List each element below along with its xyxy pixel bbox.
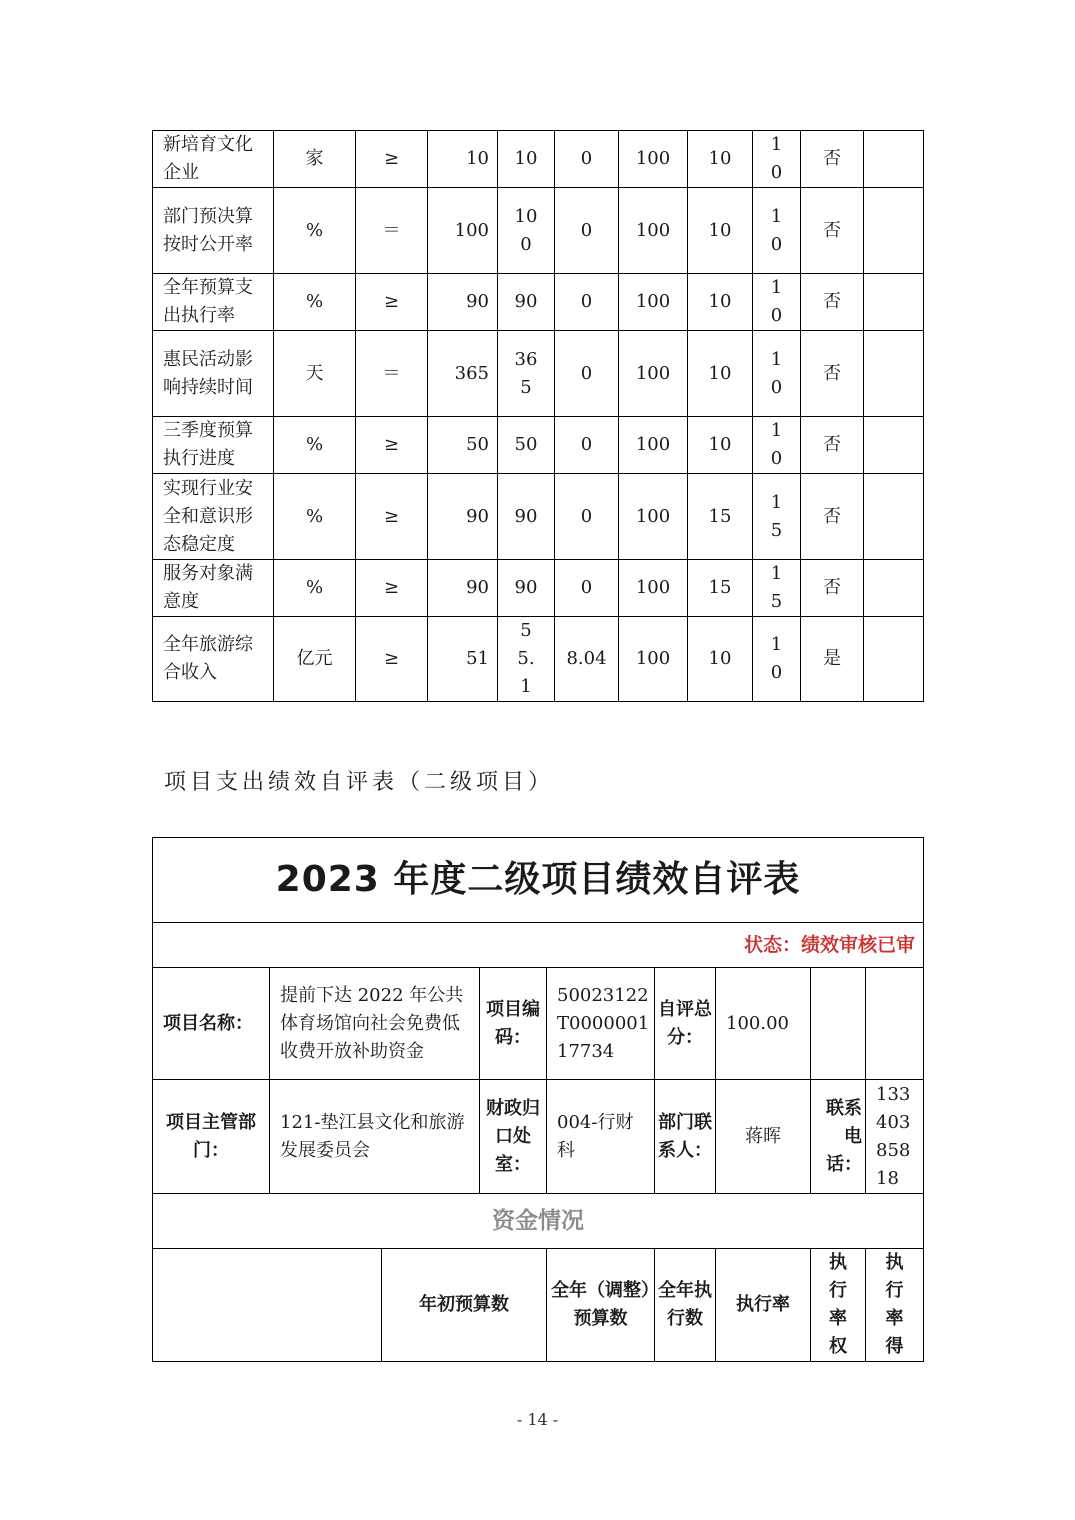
indicator-deviation: 0 (555, 188, 619, 274)
indicator-actual: 55.1 (498, 617, 555, 702)
self-score-value: 100.00 (716, 968, 811, 1080)
indicator-op: ≥ (356, 274, 428, 331)
indicator-unit: 亿元 (274, 617, 356, 702)
funds-section-title: 资金情况 (153, 1194, 924, 1249)
indicator-weight: 10 (688, 131, 753, 188)
indicator-name: 服务对象满意度 (153, 560, 274, 617)
empty-cell (864, 474, 924, 560)
indicator-deviation: 8.04 (555, 617, 619, 702)
indicator-target: 90 (428, 274, 498, 331)
indicator-is-deviation: 否 (801, 474, 864, 560)
section-heading: 项目支出绩效自评表（二级项目） (164, 770, 555, 795)
indicator-weight: 15 (688, 474, 753, 560)
indicator-actual: 100 (498, 188, 555, 274)
indicator-score: 15 (753, 560, 801, 617)
indicator-score-rate: 100 (619, 331, 688, 417)
indicator-target: 90 (428, 560, 498, 617)
indicator-name: 新培育文化企业 (153, 131, 274, 188)
indicator-op: ≥ (356, 474, 428, 560)
indicator-score-rate: 100 (619, 417, 688, 474)
indicator-deviation: 0 (555, 331, 619, 417)
indicator-score: 10 (753, 131, 801, 188)
indicator-score-rate: 100 (619, 131, 688, 188)
executed-header: 全年执行数 (655, 1249, 716, 1362)
empty-cell (864, 331, 924, 417)
indicator-deviation: 0 (555, 274, 619, 331)
indicator-actual: 90 (498, 274, 555, 331)
indicator-op: ≥ (356, 560, 428, 617)
indicator-row (153, 417, 924, 474)
indicator-weight: 10 (688, 274, 753, 331)
project-code-value: 50023122T000000117734 (547, 968, 655, 1080)
indicator-actual: 50 (498, 417, 555, 474)
indicator-is-deviation: 否 (801, 331, 864, 417)
empty-cell (153, 1249, 382, 1362)
indicator-row (153, 474, 924, 560)
indicator-score: 15 (753, 474, 801, 560)
empty-cell (864, 560, 924, 617)
indicator-target: 365 (428, 331, 498, 417)
indicator-is-deviation: 是 (801, 617, 864, 702)
indicator-deviation: 0 (555, 474, 619, 560)
indicator-weight: 15 (688, 560, 753, 617)
empty-cell (864, 131, 924, 188)
indicator-score-rate: 100 (619, 274, 688, 331)
indicator-is-deviation: 否 (801, 188, 864, 274)
indicator-row (153, 560, 924, 617)
indicator-name: 部门预决算按时公开率 (153, 188, 274, 274)
project-name-value: 提前下达 2022 年公共体育场馆向社会免费低收费开放补助资金 (270, 968, 480, 1080)
indicator-actual: 365 (498, 331, 555, 417)
contact-label: 部门联系人： (655, 1080, 716, 1194)
indicator-name: 全年旅游综合收入 (153, 617, 274, 702)
indicator-score: 10 (753, 274, 801, 331)
indicator-weight: 10 (688, 331, 753, 417)
indicator-is-deviation: 否 (801, 560, 864, 617)
empty-cell (864, 417, 924, 474)
project-name-label: 项目名称： (153, 968, 270, 1080)
indicator-op: ＝ (356, 188, 428, 274)
empty-cell (866, 968, 924, 1080)
indicator-deviation: 0 (555, 560, 619, 617)
indicator-weight: 10 (688, 188, 753, 274)
indicator-score: 10 (753, 417, 801, 474)
indicator-score: 10 (753, 617, 801, 702)
indicator-weight: 10 (688, 617, 753, 702)
indicator-score-rate: 100 (619, 560, 688, 617)
indicator-score-rate: 100 (619, 188, 688, 274)
indicator-target: 10 (428, 131, 498, 188)
indicator-is-deviation: 否 (801, 417, 864, 474)
indicator-unit: % (274, 274, 356, 331)
exec-score-header: 执行率得 (866, 1249, 924, 1362)
indicator-is-deviation: 否 (801, 274, 864, 331)
empty-cell (864, 188, 924, 274)
indicator-row (153, 617, 924, 702)
adjusted-budget-header: 全年（调整）预算数 (547, 1249, 655, 1362)
dept-label: 项目主管部门： (153, 1080, 270, 1194)
phone-value: 13340385818 (866, 1080, 924, 1194)
initial-budget-header: 年初预算数 (382, 1249, 547, 1362)
indicator-op: ≥ (356, 131, 428, 188)
exec-weight-header: 执行率权 (811, 1249, 866, 1362)
indicator-deviation: 0 (555, 417, 619, 474)
indicator-name: 惠民活动影响持续时间 (153, 331, 274, 417)
indicator-weight: 10 (688, 417, 753, 474)
indicator-target: 51 (428, 617, 498, 702)
indicator-op: ≥ (356, 417, 428, 474)
indicator-table-body (153, 131, 924, 702)
self-score-label: 自评总分： (655, 968, 716, 1080)
indicator-actual: 90 (498, 560, 555, 617)
dept-value: 121-垫江县文化和旅游发展委员会 (270, 1080, 480, 1194)
indicator-target: 90 (428, 474, 498, 560)
empty-cell (811, 968, 866, 1080)
finance-office-label: 财政归口处室： (480, 1080, 547, 1194)
finance-office-value: 004-行财科 (547, 1080, 655, 1194)
indicator-deviation: 0 (555, 131, 619, 188)
indicator-score: 10 (753, 331, 801, 417)
indicator-op: ＝ (356, 331, 428, 417)
empty-cell (864, 617, 924, 702)
indicator-actual: 90 (498, 474, 555, 560)
project-code-label: 项目编码： (480, 968, 547, 1080)
indicator-row (153, 331, 924, 417)
indicator-score-rate: 100 (619, 474, 688, 560)
indicator-name: 三季度预算执行进度 (153, 417, 274, 474)
indicator-unit: % (274, 474, 356, 560)
indicator-op: ≥ (356, 617, 428, 702)
form-title: 2023 年度二级项目绩效自评表 (153, 838, 924, 923)
indicator-row (153, 188, 924, 274)
indicator-score-rate: 100 (619, 617, 688, 702)
indicator-score: 10 (753, 188, 801, 274)
indicator-actual: 10 (498, 131, 555, 188)
project-self-evaluation-form (152, 837, 924, 1362)
status-badge: 状态：绩效审核已审 (153, 923, 924, 968)
indicator-name: 实现行业安全和意识形态稳定度 (153, 474, 274, 560)
indicator-row (153, 274, 924, 331)
indicator-is-deviation: 否 (801, 131, 864, 188)
empty-cell (864, 274, 924, 331)
indicator-table (152, 130, 924, 702)
indicator-unit: % (274, 417, 356, 474)
indicator-unit: % (274, 560, 356, 617)
indicator-target: 50 (428, 417, 498, 474)
indicator-row (153, 131, 924, 188)
indicator-unit: 家 (274, 131, 356, 188)
exec-rate-header: 执行率 (716, 1249, 811, 1362)
indicator-name: 全年预算支出执行率 (153, 274, 274, 331)
phone-label: 联系电话： (811, 1080, 866, 1194)
page-number: - 14 - (516, 1410, 559, 1429)
indicator-target: 100 (428, 188, 498, 274)
contact-value: 蒋晖 (716, 1080, 811, 1194)
indicator-unit: % (274, 188, 356, 274)
indicator-unit: 天 (274, 331, 356, 417)
